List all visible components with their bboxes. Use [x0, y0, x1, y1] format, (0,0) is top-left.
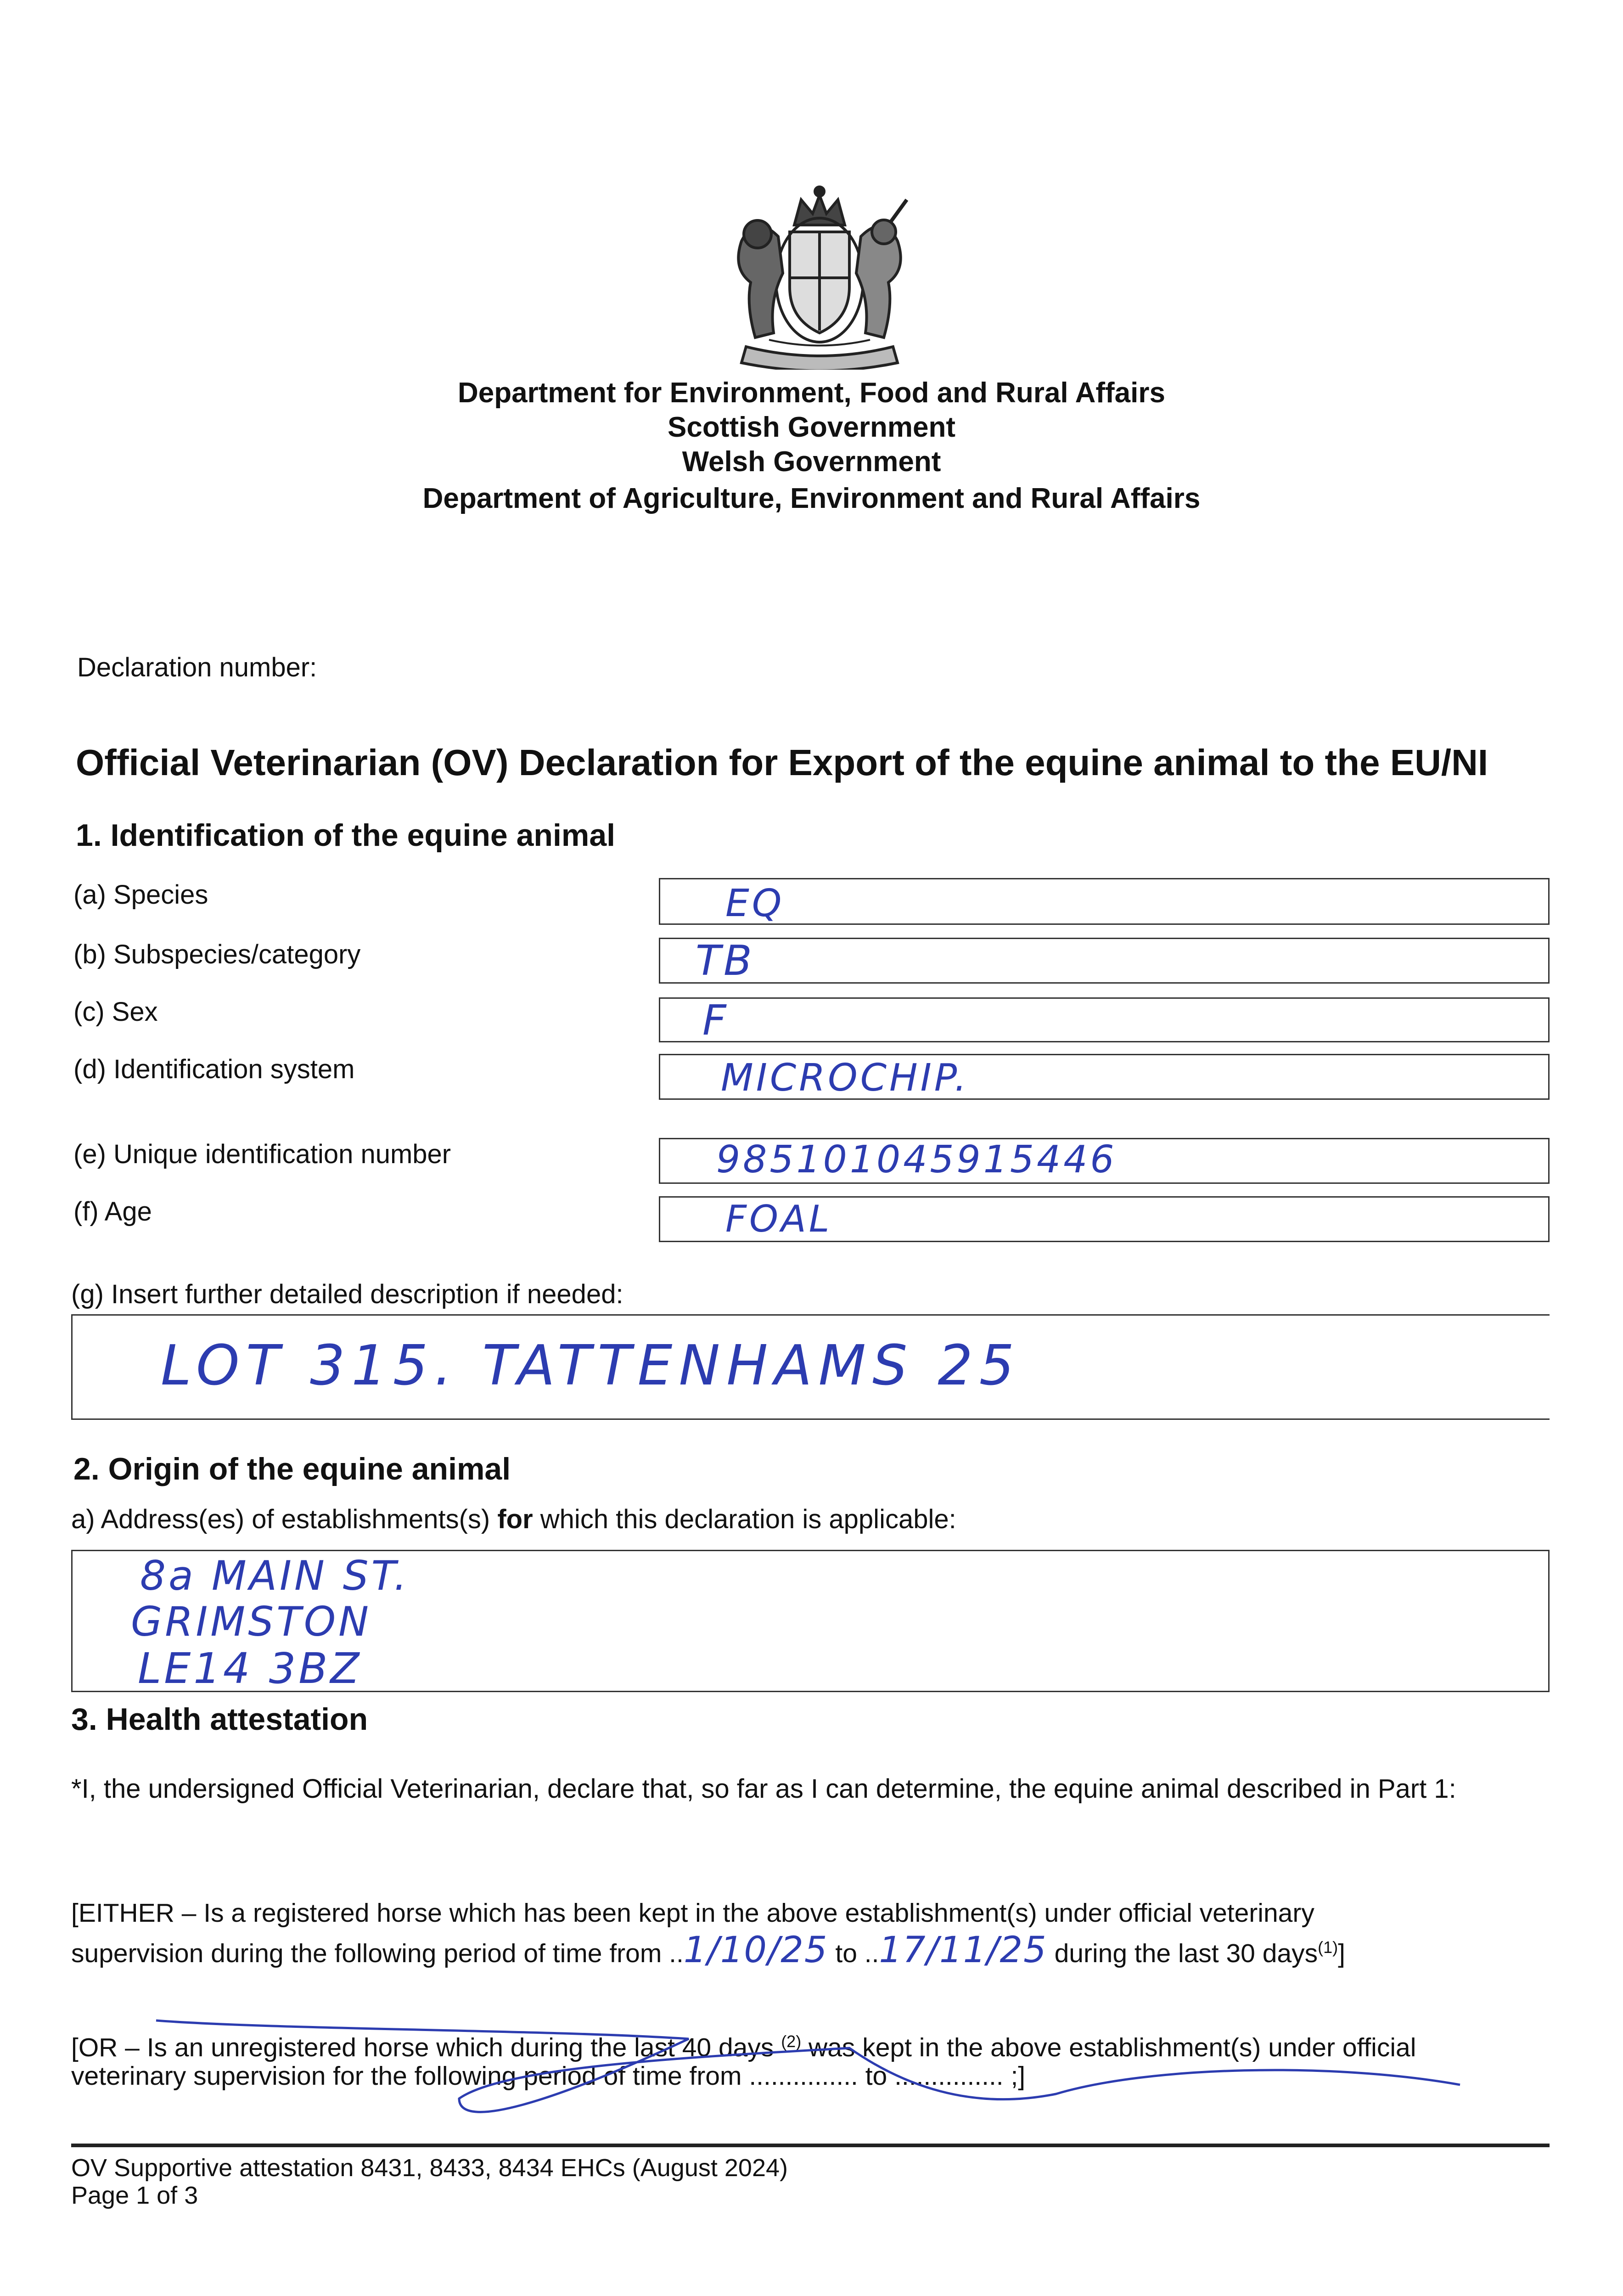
sex-value: F [702, 996, 729, 1045]
or-clause-line-2: veterinary supervision for the following period of time from ............... to ............... ;] [71, 2061, 1026, 2091]
either-clause-post: during the last 30 days [1047, 1939, 1318, 1968]
strike-through-mark [0, 2011, 1623, 2149]
document-title: Official Veterinarian (OV) Declaration for Export of the equine animal to the EU/NI [76, 742, 1488, 783]
agency-line-4: Department of Agriculture, Environment and Rural Affairs [422, 483, 1201, 514]
footer-rule [71, 2144, 1550, 2147]
age-label: (f) Age [73, 1197, 152, 1227]
address-label [71, 1504, 956, 1535]
species-value: EQ [725, 882, 785, 925]
further-description-label: (g) Insert further detailed description if needed: [71, 1279, 623, 1309]
either-from-date: 1/10/25 [683, 1930, 828, 1971]
identification-system-label: (d) Identification system [73, 1054, 355, 1084]
or-clause-post: was kept in the above establishment(s) under official [801, 2033, 1416, 2062]
section-3-heading: 3. Health attestation [71, 1702, 368, 1737]
either-clause-line-1: [EITHER – Is a registered horse which has been kept in the above establishment(s) under official veterinary [71, 1898, 1314, 1928]
address-label-post: which this declaration is applicable: [533, 1504, 956, 1534]
either-clause-pre: supervision during the following period of time from .. [71, 1939, 684, 1968]
address-line-1: 8a MAIN ST. [140, 1552, 410, 1599]
either-footnote-ref: (1) [1318, 1938, 1338, 1957]
either-to-date: 17/11/25 [879, 1930, 1047, 1971]
identification-system-value: MICROCHIP. [721, 1056, 970, 1100]
section-1-heading: 1. Identification of the equine animal [76, 818, 616, 853]
either-clause-close: ] [1338, 1939, 1345, 1968]
sex-field[interactable] [659, 997, 1550, 1042]
age-value: FOAL [725, 1198, 832, 1240]
either-clause-line-2 [71, 1931, 1345, 1970]
unique-id-label: (e) Unique identification number [73, 1139, 451, 1169]
agency-line-3: Welsh Government [682, 446, 941, 478]
footer-line-1: OV Supportive attestation 8431, 8433, 8434 EHCs (August 2024) [71, 2154, 788, 2182]
subspecies-label: (b) Subspecies/category [73, 940, 361, 969]
health-attestation-intro: *I, the undersigned Official Veterinarian, declare that, so far as I can determine, the equine animal described in Part 1: [71, 1774, 1456, 1804]
or-clause-pre: [OR – Is an unregistered horse which during the last 40 days [71, 2033, 781, 2062]
royal-coat-of-arms-icon [714, 181, 925, 370]
further-description-value: LOT 315. TATTENHAMS 25 [161, 1334, 1021, 1398]
address-label-bold: for [497, 1504, 533, 1534]
agency-line-2: Scottish Government [668, 411, 955, 443]
subspecies-value: TB [696, 937, 755, 985]
declaration-number-label: Declaration number: [77, 653, 317, 682]
either-to-word: to .. [828, 1939, 879, 1968]
address-line-3: LE14 3BZ [138, 1644, 362, 1693]
subspecies-field[interactable] [659, 938, 1550, 984]
address-label-pre: a) Address(es) of establishments(s) [71, 1504, 498, 1534]
sex-label: (c) Sex [73, 997, 158, 1027]
species-field[interactable] [659, 878, 1550, 925]
section-2-heading: 2. Origin of the equine animal [73, 1452, 511, 1486]
footer-page-number: Page 1 of 3 [71, 2182, 198, 2209]
agency-line-1: Department for Environment, Food and Rural Affairs [458, 377, 1165, 409]
unique-id-value: 985101045915446 [716, 1138, 1117, 1182]
or-footnote-ref: (2) [781, 2032, 802, 2051]
species-label: (a) Species [73, 880, 208, 910]
address-line-2: GRIMSTON [131, 1598, 371, 1645]
